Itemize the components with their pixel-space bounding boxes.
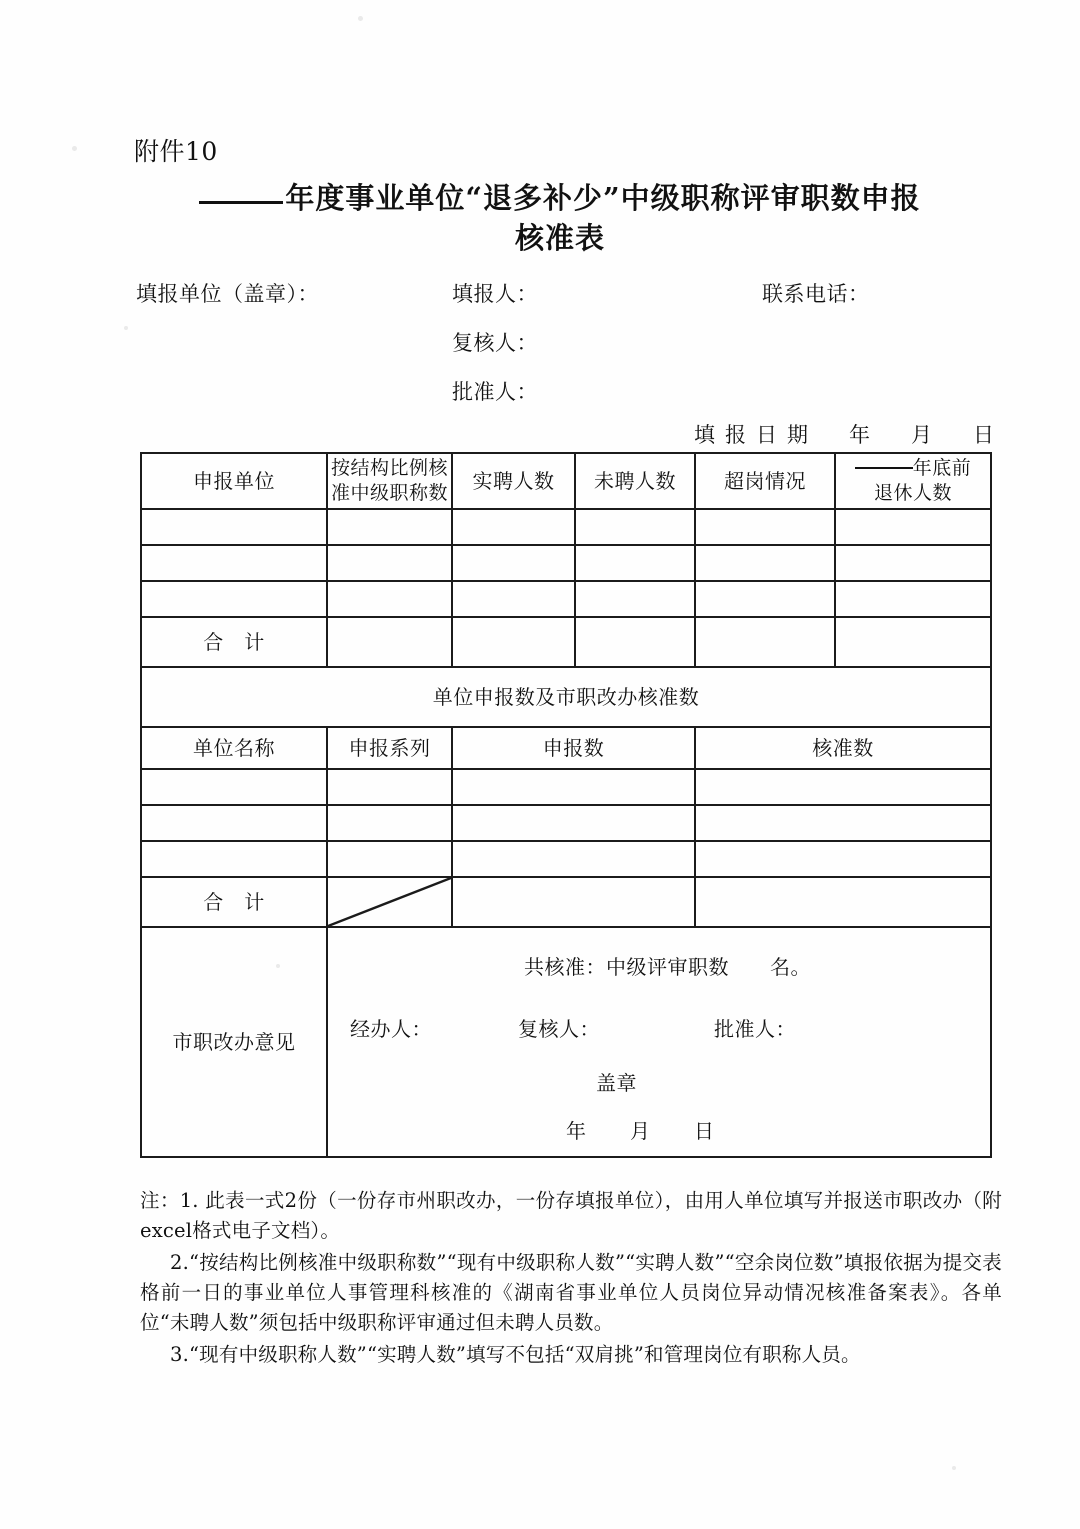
note-item-1: 注：1. 此表一式2份（一份存市州职改办，一份存填报单位），由用人单位填写并报送市职改办（附excel格式电子文档）。 — [140, 1189, 1002, 1242]
th-retiring-count — [835, 453, 991, 509]
attachment-label: 附件10 — [134, 137, 218, 166]
title-year-blank — [199, 201, 283, 204]
cell-approved-count[interactable] — [695, 769, 991, 805]
field-reporting-unit: 填报单位（盖章）： — [136, 282, 319, 306]
scan-speckle — [72, 146, 77, 151]
cell-unit-name[interactable] — [141, 841, 327, 877]
cell-apply-series[interactable] — [327, 805, 452, 841]
title-line-2: 核准表 — [514, 221, 605, 255]
field-fill-date: 填报日期 年 月 日 — [694, 423, 1004, 447]
table-row — [141, 509, 991, 545]
cell-not-hired[interactable] — [575, 509, 695, 545]
cell-apply-unit[interactable] — [141, 545, 327, 581]
table-row — [141, 581, 991, 617]
opinion-approver: 批准人： — [714, 1017, 796, 1041]
table-row — [141, 841, 991, 877]
cell-unit-name[interactable] — [141, 805, 327, 841]
cell-apply-series[interactable] — [327, 841, 452, 877]
opinion-date-line: 年 月 日 — [566, 1119, 726, 1143]
th-apply-unit: 申报单位 — [141, 453, 327, 509]
th-approved-count: 核准数 — [695, 727, 991, 769]
cell-apply-count[interactable] — [452, 769, 695, 805]
section-banner-row — [141, 667, 991, 727]
th-apply-series: 申报系列 — [327, 727, 452, 769]
th-actually-hired: 实聘人数 — [452, 453, 575, 509]
cell-approved-count[interactable] — [695, 805, 991, 841]
table-row — [141, 545, 991, 581]
total-label: 合 计 — [141, 877, 327, 927]
scan-speckle — [358, 16, 363, 21]
opinion-row — [141, 927, 991, 1157]
opinion-side-label: 市职改办意见 — [141, 927, 327, 1157]
th-retiring-line2: 退休人数 — [873, 482, 952, 504]
cell-quota[interactable] — [327, 509, 452, 545]
table2-total-row — [141, 877, 991, 927]
opinion-body — [327, 927, 991, 1157]
note-item-2: 2.“按结构比例核准中级职称数”“现有中级职称人数”“实聘人数”“空余岗位数”填报依据为提交表格前一日的事业单位人事管理科核准的《湖南省事业单位人员岗位异动情况核准备案表》。各单位“未聘人数”须包括中级职称评审通过但未聘人员数。 — [140, 1251, 1002, 1334]
cell-retiring[interactable] — [835, 581, 991, 617]
cell-hired[interactable] — [452, 545, 575, 581]
table1-header-row — [141, 453, 991, 509]
field-approver: 批准人： — [452, 380, 538, 404]
title-line-1-text: 年度事业单位“退多补少”中级职称评审职数申报 — [285, 181, 921, 215]
retiring-year-blank — [855, 467, 913, 469]
table1-total-row — [141, 617, 991, 667]
form-table-wrap — [140, 452, 990, 1158]
scan-speckle — [952, 1466, 956, 1470]
cell-hired[interactable] — [452, 509, 575, 545]
total-not-hired[interactable] — [575, 617, 695, 667]
opinion-signature-line — [350, 1016, 796, 1042]
total-over-post[interactable] — [695, 617, 835, 667]
section-banner-label: 单位申报数及市职改办核准数 — [141, 667, 991, 727]
cell-apply-unit[interactable] — [141, 509, 327, 545]
cell-quota[interactable] — [327, 545, 452, 581]
total-retiring[interactable] — [835, 617, 991, 667]
cell-not-hired[interactable] — [575, 545, 695, 581]
table-row — [141, 805, 991, 841]
cell-hired[interactable] — [452, 581, 575, 617]
th-apply-count: 申报数 — [452, 727, 695, 769]
th-unit-name: 单位名称 — [141, 727, 327, 769]
scan-speckle — [124, 326, 128, 330]
cell-retiring[interactable] — [835, 509, 991, 545]
opinion-handler: 经办人： — [350, 1017, 432, 1041]
declaration-table — [140, 452, 992, 1158]
total-apply-count[interactable] — [452, 877, 695, 927]
diagonal-line-icon — [328, 878, 451, 926]
th-quota-line2: 准中级职称数 — [330, 482, 448, 504]
th-retiring-line1: 年底前 — [836, 456, 990, 481]
th-over-post: 超岗情况 — [695, 453, 835, 509]
total-approved-count[interactable] — [695, 877, 991, 927]
cell-over-post[interactable] — [695, 581, 835, 617]
opinion-approved-line: 共核准：中级评审职数 名。 — [524, 955, 811, 979]
th-quota-line1: 按结构比例核 — [330, 457, 448, 479]
cell-unit-name[interactable] — [141, 769, 327, 805]
th-not-hired: 未聘人数 — [575, 453, 695, 509]
table2-header-row — [141, 727, 991, 769]
cell-apply-series[interactable] — [327, 769, 452, 805]
cell-apply-count[interactable] — [452, 841, 695, 877]
total-hired[interactable] — [452, 617, 575, 667]
diagonal-strike-cell — [327, 877, 452, 927]
cell-not-hired[interactable] — [575, 581, 695, 617]
total-quota[interactable] — [327, 617, 452, 667]
total-label: 合 计 — [141, 617, 327, 667]
field-contact-phone: 联系电话： — [762, 282, 870, 306]
cell-quota[interactable] — [327, 581, 452, 617]
cell-apply-unit[interactable] — [141, 581, 327, 617]
opinion-reviewer: 复核人： — [518, 1017, 600, 1041]
cell-retiring[interactable] — [835, 545, 991, 581]
opinion-inner — [328, 928, 990, 1156]
cell-apply-count[interactable] — [452, 805, 695, 841]
title-line-1 — [150, 178, 970, 218]
page-title — [150, 178, 970, 258]
cell-approved-count[interactable] — [695, 841, 991, 877]
cell-over-post[interactable] — [695, 509, 835, 545]
note-item-3: 3.“现有中级职称人数”“实聘人数”填写不包括“双肩挑”和管理岗位有职称人员。 — [170, 1343, 861, 1366]
opinion-seal-label: 盖章 — [596, 1071, 637, 1095]
notes-section — [140, 1186, 1002, 1372]
field-reporter: 填报人： — [452, 282, 538, 306]
table-row — [141, 769, 991, 805]
th-quota-by-structure — [327, 453, 452, 509]
cell-over-post[interactable] — [695, 545, 835, 581]
field-reviewer: 复核人： — [452, 331, 538, 355]
